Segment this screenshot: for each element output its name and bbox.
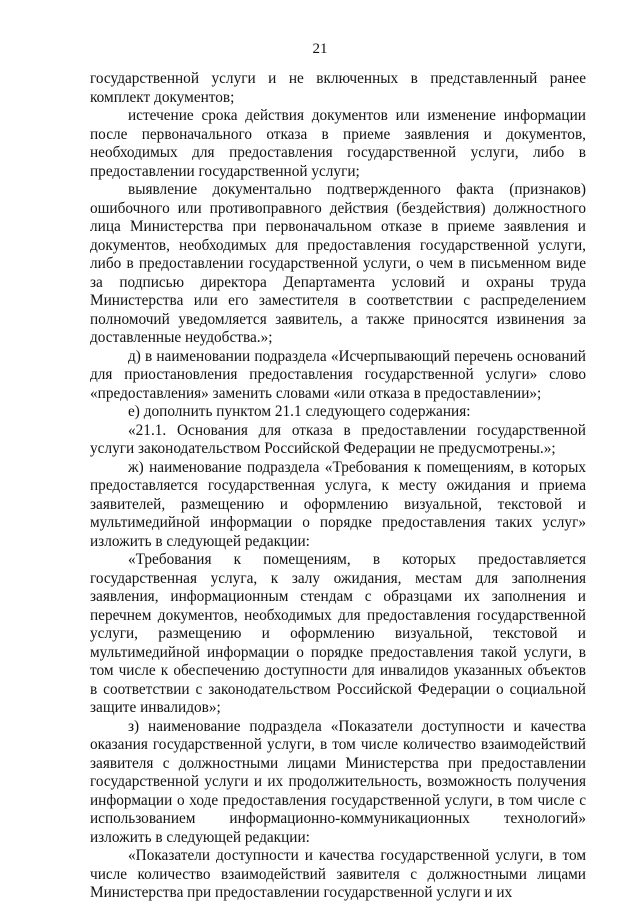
paragraph-item-e: е) дополнить пунктом 21.1 следующего содержания:: [128, 403, 471, 420]
paragraph-error-detection: выявление документально подтвержденного факта (признаков) ошибочного или противоправного действия (бездействия) должностного лица Министерства при первоначальном отказе в приеме заявления и документов, необходимых для предоставления государственной услуги, либо в предоставлении государственной услуги, о чем в письменном виде за подписью директора Департамента условий и охраны труда Министерства или его заместителя в соответствии с распределением полномочий уведомляется заявитель, а также приносятся извинения за доставленные неудобства.»;: [90, 181, 586, 346]
paragraph-accessibility-indicators: «Показатели доступности и качества государственной услуги, в том числе количество взаимодействий заявителя с должностными лицами Министерства при предоставлении государственной услуги и их: [90, 847, 586, 901]
paragraph-item-zh: ж) наименование подраздела «Требования к помещениям, в которых предоставляется государственная услуга, к месту ожидания и приема заявителей, размещению и оформлению визуальной, текстовой и мультимедийной информации о порядке предоставления таких услуг» изложить в следующей редакции:: [90, 458, 586, 550]
document-body: [90, 70, 586, 903]
paragraph-continuation: государственной услуги и не включенных в представленный ранее комплект документов;: [90, 70, 586, 106]
paragraph-expiration: истечение срока действия документов или изменение информации после первоначального отказа в приеме заявления и документов, необходимых для предоставления государственной услуги, либо в предоставлении государственной услуги;: [90, 107, 586, 180]
paragraph-clause-21-1: «21.1. Основания для отказа в предоставлении государственной услуги законодательством Российской Федерации не предусмотрены.»;: [90, 421, 586, 457]
paragraph-item-z: з) наименование подраздела «Показатели доступности и качества оказания государственной услуги, в том числе количество взаимодействий заявителя с должностными лицами Министерства при предоставлении государственной услуги и их продолжительность, возможность получения информации о ходе предоставления государственной услуги, в том числе с использованием информационно-коммуникационных технологий» изложить в следующей редакции:: [90, 717, 586, 846]
page-number: 21: [312, 41, 328, 57]
paragraph-item-d: д) в наименовании подраздела «Исчерпывающий перечень оснований для приостановления предоставления государственной услуги» слово «предоставления» заменить словами «или отказа в предоставлении»;: [90, 347, 586, 402]
paragraph-premises-requirements: «Требования к помещениям, в которых предоставляется государственная услуга, к залу ожидания, местам для заполнения заявления, информационным стендам с образцами их заполнения и перечнем документов, необходимых для предоставления государственной услуги, размещению и оформлению визуальной, текстовой и мультимедийной информации о порядке предоставления такой услуги, в том числе к обеспечению доступности для инвалидов указанных объектов в соответствии с законодательством Российской Федерации о социальной защите инвалидов»;: [90, 551, 586, 716]
